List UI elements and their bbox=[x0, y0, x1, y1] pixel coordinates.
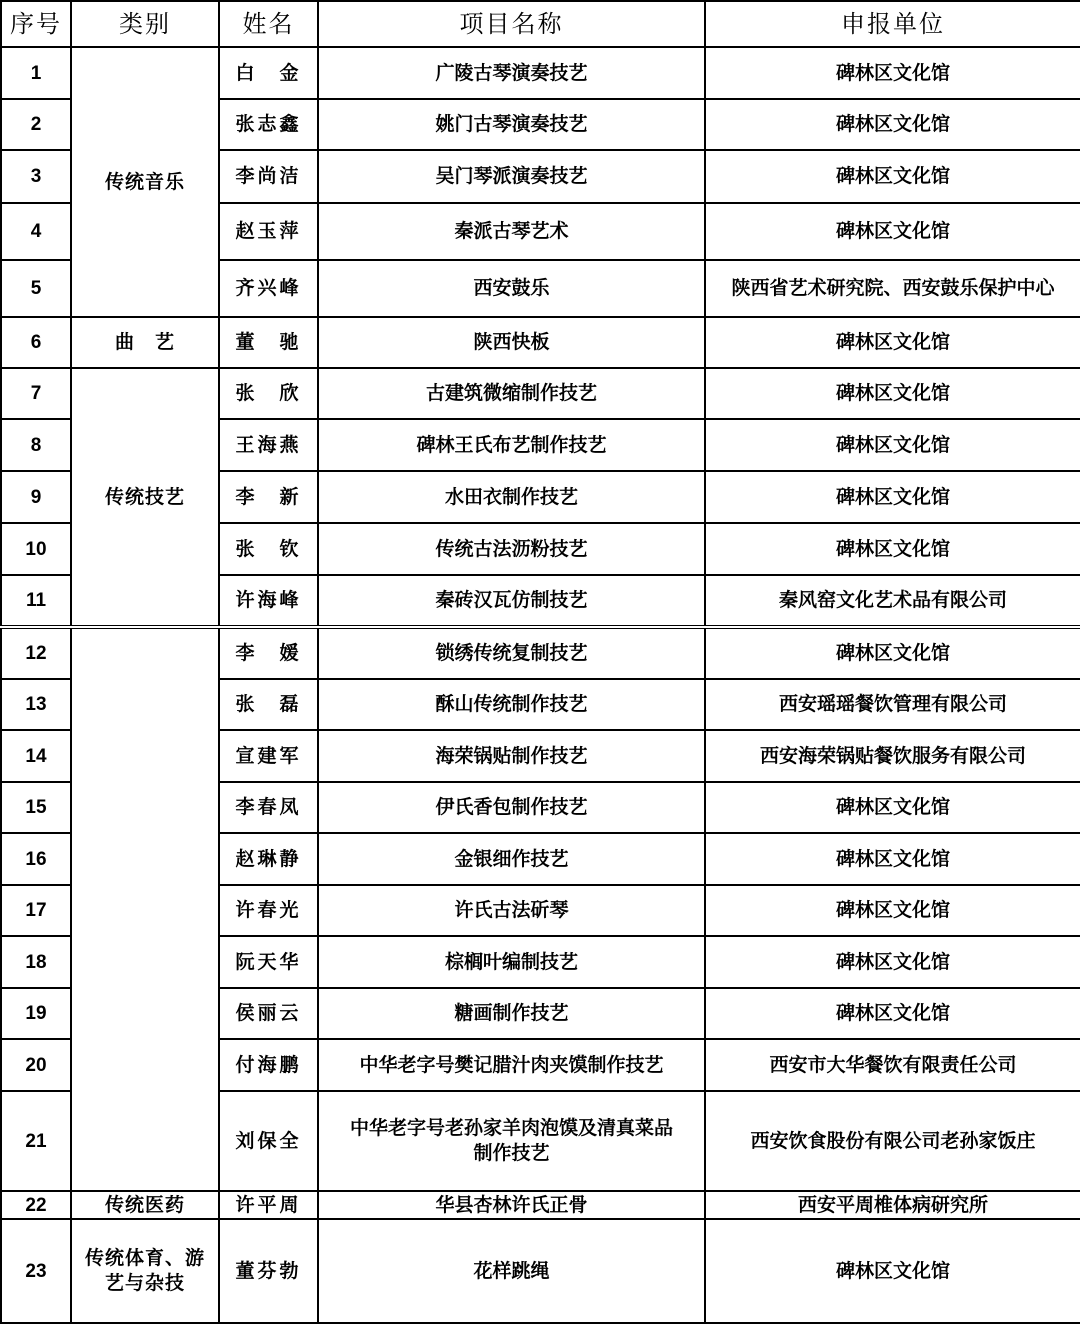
row-name: 齐兴峰 bbox=[219, 260, 318, 317]
row-unit: 碑林区文化馆 bbox=[705, 99, 1080, 150]
row-name: 阮天华 bbox=[219, 936, 318, 988]
row-seq: 17 bbox=[1, 885, 71, 936]
row-name: 许平周 bbox=[219, 1191, 318, 1219]
row-seq: 9 bbox=[1, 471, 71, 523]
row-unit: 碑林区文化馆 bbox=[705, 833, 1080, 885]
table-header-row bbox=[1, 1, 1080, 47]
row-unit: 碑林区文化馆 bbox=[705, 47, 1080, 99]
table-row bbox=[1, 1191, 1080, 1219]
row-project: 中华老字号樊记腊汁肉夹馍制作技艺 bbox=[318, 1039, 705, 1091]
row-seq: 4 bbox=[1, 203, 71, 260]
row-name: 李 新 bbox=[219, 471, 318, 523]
row-project: 华县杏林许氏正骨 bbox=[318, 1191, 705, 1219]
row-unit: 碑林区文化馆 bbox=[705, 471, 1080, 523]
category-cell: 传统音乐 bbox=[71, 47, 219, 317]
row-project: 秦砖汉瓦仿制技艺 bbox=[318, 575, 705, 627]
table-row bbox=[1, 368, 1080, 419]
row-unit: 碑林区文化馆 bbox=[705, 988, 1080, 1039]
table-row bbox=[1, 47, 1080, 99]
header-unit: 申报单位 bbox=[705, 1, 1080, 47]
row-name: 付海鹏 bbox=[219, 1039, 318, 1091]
row-seq: 6 bbox=[1, 317, 71, 368]
header-seq: 序号 bbox=[1, 1, 71, 47]
row-unit: 碑林区文化馆 bbox=[705, 523, 1080, 575]
row-unit: 碑林区文化馆 bbox=[705, 150, 1080, 203]
table-row bbox=[1, 317, 1080, 368]
row-name: 刘保全 bbox=[219, 1091, 318, 1191]
row-name: 王海燕 bbox=[219, 419, 318, 471]
row-name: 张 欣 bbox=[219, 368, 318, 419]
row-name: 宣建军 bbox=[219, 730, 318, 782]
row-unit: 碑林区文化馆 bbox=[705, 885, 1080, 936]
row-project: 花样跳绳 bbox=[318, 1219, 705, 1323]
row-name: 董 驰 bbox=[219, 317, 318, 368]
row-project: 伊氏香包制作技艺 bbox=[318, 782, 705, 833]
row-seq: 11 bbox=[1, 575, 71, 627]
row-seq: 23 bbox=[1, 1219, 71, 1323]
row-name: 李春凤 bbox=[219, 782, 318, 833]
row-unit: 陕西省艺术研究院、西安鼓乐保护中心 bbox=[705, 260, 1080, 317]
row-project: 碑林王氏布艺制作技艺 bbox=[318, 419, 705, 471]
row-project: 中华老字号老孙家羊肉泡馍及清真菜品制作技艺 bbox=[318, 1091, 705, 1191]
header-name: 姓名 bbox=[219, 1, 318, 47]
row-seq: 21 bbox=[1, 1091, 71, 1191]
row-name: 张志鑫 bbox=[219, 99, 318, 150]
row-seq: 8 bbox=[1, 419, 71, 471]
row-project: 许氏古法斫琴 bbox=[318, 885, 705, 936]
row-project: 广陵古琴演奏技艺 bbox=[318, 47, 705, 99]
row-project: 传统古法沥粉技艺 bbox=[318, 523, 705, 575]
row-project: 金银细作技艺 bbox=[318, 833, 705, 885]
row-seq: 18 bbox=[1, 936, 71, 988]
row-seq: 22 bbox=[1, 1191, 71, 1219]
row-seq: 14 bbox=[1, 730, 71, 782]
row-unit: 碑林区文化馆 bbox=[705, 203, 1080, 260]
row-project: 吴门琴派演奏技艺 bbox=[318, 150, 705, 203]
header-project: 项目名称 bbox=[318, 1, 705, 47]
row-name: 赵玉萍 bbox=[219, 203, 318, 260]
row-unit: 碑林区文化馆 bbox=[705, 1219, 1080, 1323]
row-seq: 13 bbox=[1, 679, 71, 730]
row-unit: 西安海荣锅贴餐饮服务有限公司 bbox=[705, 730, 1080, 782]
row-name: 赵琳静 bbox=[219, 833, 318, 885]
row-unit: 碑林区文化馆 bbox=[705, 317, 1080, 368]
row-seq: 16 bbox=[1, 833, 71, 885]
row-seq: 7 bbox=[1, 368, 71, 419]
row-unit: 碑林区文化馆 bbox=[705, 782, 1080, 833]
row-name: 李尚洁 bbox=[219, 150, 318, 203]
category-cell-empty bbox=[71, 627, 219, 1191]
category-cell: 传统技艺 bbox=[71, 368, 219, 627]
category-cell: 曲 艺 bbox=[71, 317, 219, 368]
row-unit: 碑林区文化馆 bbox=[705, 627, 1080, 679]
header-category: 类别 bbox=[71, 1, 219, 47]
row-project: 水田衣制作技艺 bbox=[318, 471, 705, 523]
row-unit: 西安市大华餐饮有限责任公司 bbox=[705, 1039, 1080, 1091]
row-seq: 3 bbox=[1, 150, 71, 203]
row-project: 古建筑微缩制作技艺 bbox=[318, 368, 705, 419]
row-unit: 西安平周椎体病研究所 bbox=[705, 1191, 1080, 1219]
row-seq: 12 bbox=[1, 627, 71, 679]
row-seq: 20 bbox=[1, 1039, 71, 1091]
row-project: 姚门古琴演奏技艺 bbox=[318, 99, 705, 150]
row-unit: 碑林区文化馆 bbox=[705, 419, 1080, 471]
row-seq: 2 bbox=[1, 99, 71, 150]
row-seq: 15 bbox=[1, 782, 71, 833]
row-seq: 1 bbox=[1, 47, 71, 99]
row-project: 陕西快板 bbox=[318, 317, 705, 368]
row-name: 张 磊 bbox=[219, 679, 318, 730]
row-name: 张 钦 bbox=[219, 523, 318, 575]
row-unit: 西安饮食股份有限公司老孙家饭庄 bbox=[705, 1091, 1080, 1191]
row-unit: 秦风窑文化艺术品有限公司 bbox=[705, 575, 1080, 627]
row-name: 许春光 bbox=[219, 885, 318, 936]
table-row bbox=[1, 627, 1080, 679]
row-project: 酥山传统制作技艺 bbox=[318, 679, 705, 730]
row-project: 秦派古琴艺术 bbox=[318, 203, 705, 260]
row-seq: 10 bbox=[1, 523, 71, 575]
row-name: 侯丽云 bbox=[219, 988, 318, 1039]
row-seq: 19 bbox=[1, 988, 71, 1039]
table-row bbox=[1, 1219, 1080, 1323]
row-name: 李 媛 bbox=[219, 627, 318, 679]
category-cell: 传统医药 bbox=[71, 1191, 219, 1219]
row-name: 董芬勃 bbox=[219, 1219, 318, 1323]
row-name: 白 金 bbox=[219, 47, 318, 99]
row-project: 海荣锅贴制作技艺 bbox=[318, 730, 705, 782]
row-unit: 碑林区文化馆 bbox=[705, 368, 1080, 419]
row-project: 糖画制作技艺 bbox=[318, 988, 705, 1039]
row-seq: 5 bbox=[1, 260, 71, 317]
row-unit: 碑林区文化馆 bbox=[705, 936, 1080, 988]
row-project: 棕榈叶编制技艺 bbox=[318, 936, 705, 988]
row-name: 许海峰 bbox=[219, 575, 318, 627]
row-project: 锁绣传统复制技艺 bbox=[318, 627, 705, 679]
row-project: 西安鼓乐 bbox=[318, 260, 705, 317]
row-unit: 西安瑶瑶餐饮管理有限公司 bbox=[705, 679, 1080, 730]
category-cell: 传统体育、游艺与杂技 bbox=[71, 1219, 219, 1323]
